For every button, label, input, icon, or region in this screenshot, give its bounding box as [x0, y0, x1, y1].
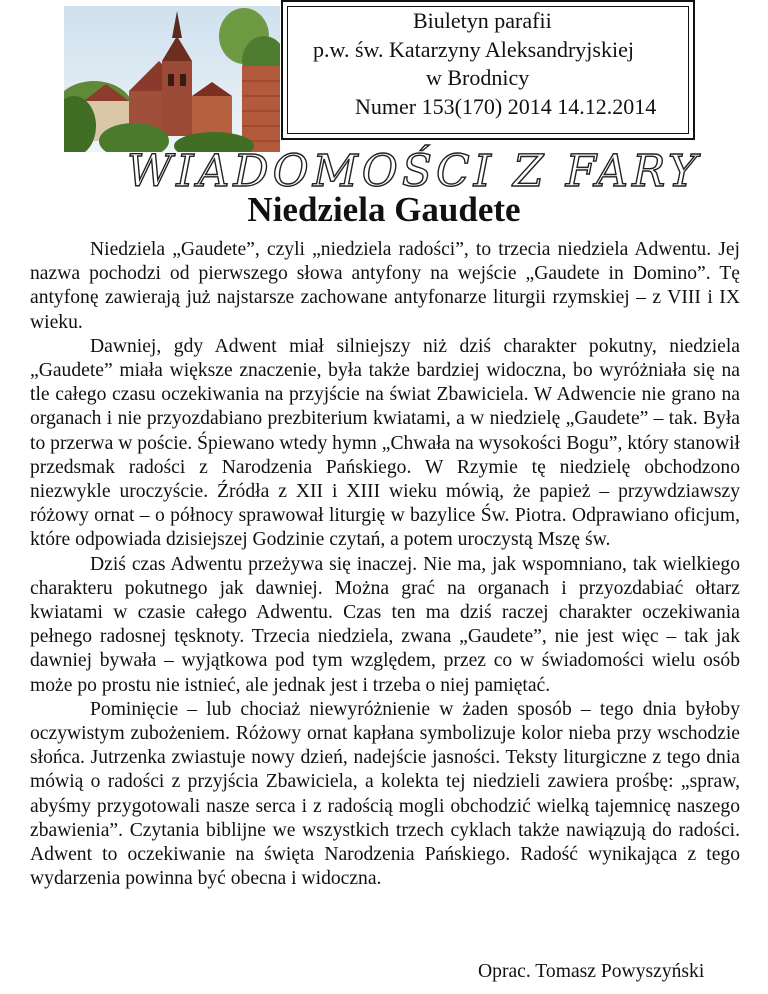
paragraph: Niedziela „Gaudete”, czyli „niedziela radości”, to trzecia niedziela Adwentu. Jej nazwa pochodzi od pierwszego słowa antyfony na wejście „Gaudete in Domino”. Tę antyfonę zawierają już najstarsze zachowane antyfonarze liturgii rzymskiej – z VIII i IX wieku. — [30, 239, 740, 333]
paragraph: Dawniej, gdy Adwent miał silniejszy niż dziś charakter pokutny, niedziela „Gaudete” miała większe znaczenie, była także bardziej widoczna, bo wyróżniała się na tle całego czasu oczekiwania na przyjście na świat Zbawiciela. W Adwencie nie grano na organach i nie przyozdabiano prezbiterium kwiatami, a w niedzielę „Gaudete” – tak. Była to przerwa w poście. Śpiewano wtedy hymn „Chwała na wysokości Bogu”, który stanowił przedsmak radości z Narodzenia Pańskiego. W Rzymie tę niedzielę obchodzono niezwykle uroczyście. Źródła z XII i XIII wieku mówią, że papież – przywdziawszy różowy ornat – o północy sprawował liturgię w bazylice Św. Piotra. Odprawiano oficjum, które odpowiada dzisiejszej Godzinie czytań, a potem uroczystą Mszę św. — [30, 335, 740, 551]
masthead-line-3: w Brodnicy — [426, 65, 530, 90]
masthead-box — [281, 0, 695, 140]
newsletter-brand: WIADOMOŚCI Z FARY — [127, 146, 701, 197]
masthead-line-2: p.w. św. Katarzyny Aleksandryjskiej — [313, 37, 634, 62]
author-credit: Oprac. Tomasz Powyszyński — [478, 961, 705, 982]
paragraph: Dziś czas Adwentu przeżywa się inaczej. Nie ma, jak wspomniano, tak wielkiego charakteru pokutnego jak dawniej. Można grać na organach i przyozdabiać ołtarz kwiatami w czasie całego Adwentu. Czas ten ma dziś raczej charakter oczekiwania pełnego radosnej tęsknoty. Trzecia niedziela, zwana „Gaudete”, nie jest więc – tak jak dawniej bywała – wyjątkowa pod tym względem, przez co w świadomości wielu osób może po prostu nie istnieć, ale jednak jest i trzeba o niej pamiętać. — [30, 553, 740, 696]
church-photo-icon — [64, 6, 280, 152]
article-title: Niedziela Gaudete — [247, 190, 521, 229]
masthead-line-1: Biuletyn parafii — [413, 8, 552, 33]
issue-number: Numer 153(170) 2014 14.12.2014 — [355, 94, 657, 119]
article-body — [30, 238, 740, 891]
paragraph: Pominięcie – lub chociaż niewyróżnienie w żaden sposób – tego dnia byłoby oczywistym zubożeniem. Różowy ornat kapłana symbolizuje kolor nieba przy wschodzie słońca. Jutrzenka zwiastuje nowy dzień, nadejście jasności. Teksty liturgiczne z tego dnia mówią o radości z przyjścia Zbawiciela, a kolekta tej niedzieli zawiera prośbę: „spraw, abyśmy przygotowali nasze serca i z radością mogli obchodzić wielką tajemnicę naszego zbawienia”. Czytania biblijne we wszystkich trzech cyklach także nawiązują do radości. Adwent to oczekiwanie na święta Narodzenia Pańskiego. Radość wynikająca z tego wydarzenia powinna być obecna i widoczna. — [30, 698, 740, 890]
